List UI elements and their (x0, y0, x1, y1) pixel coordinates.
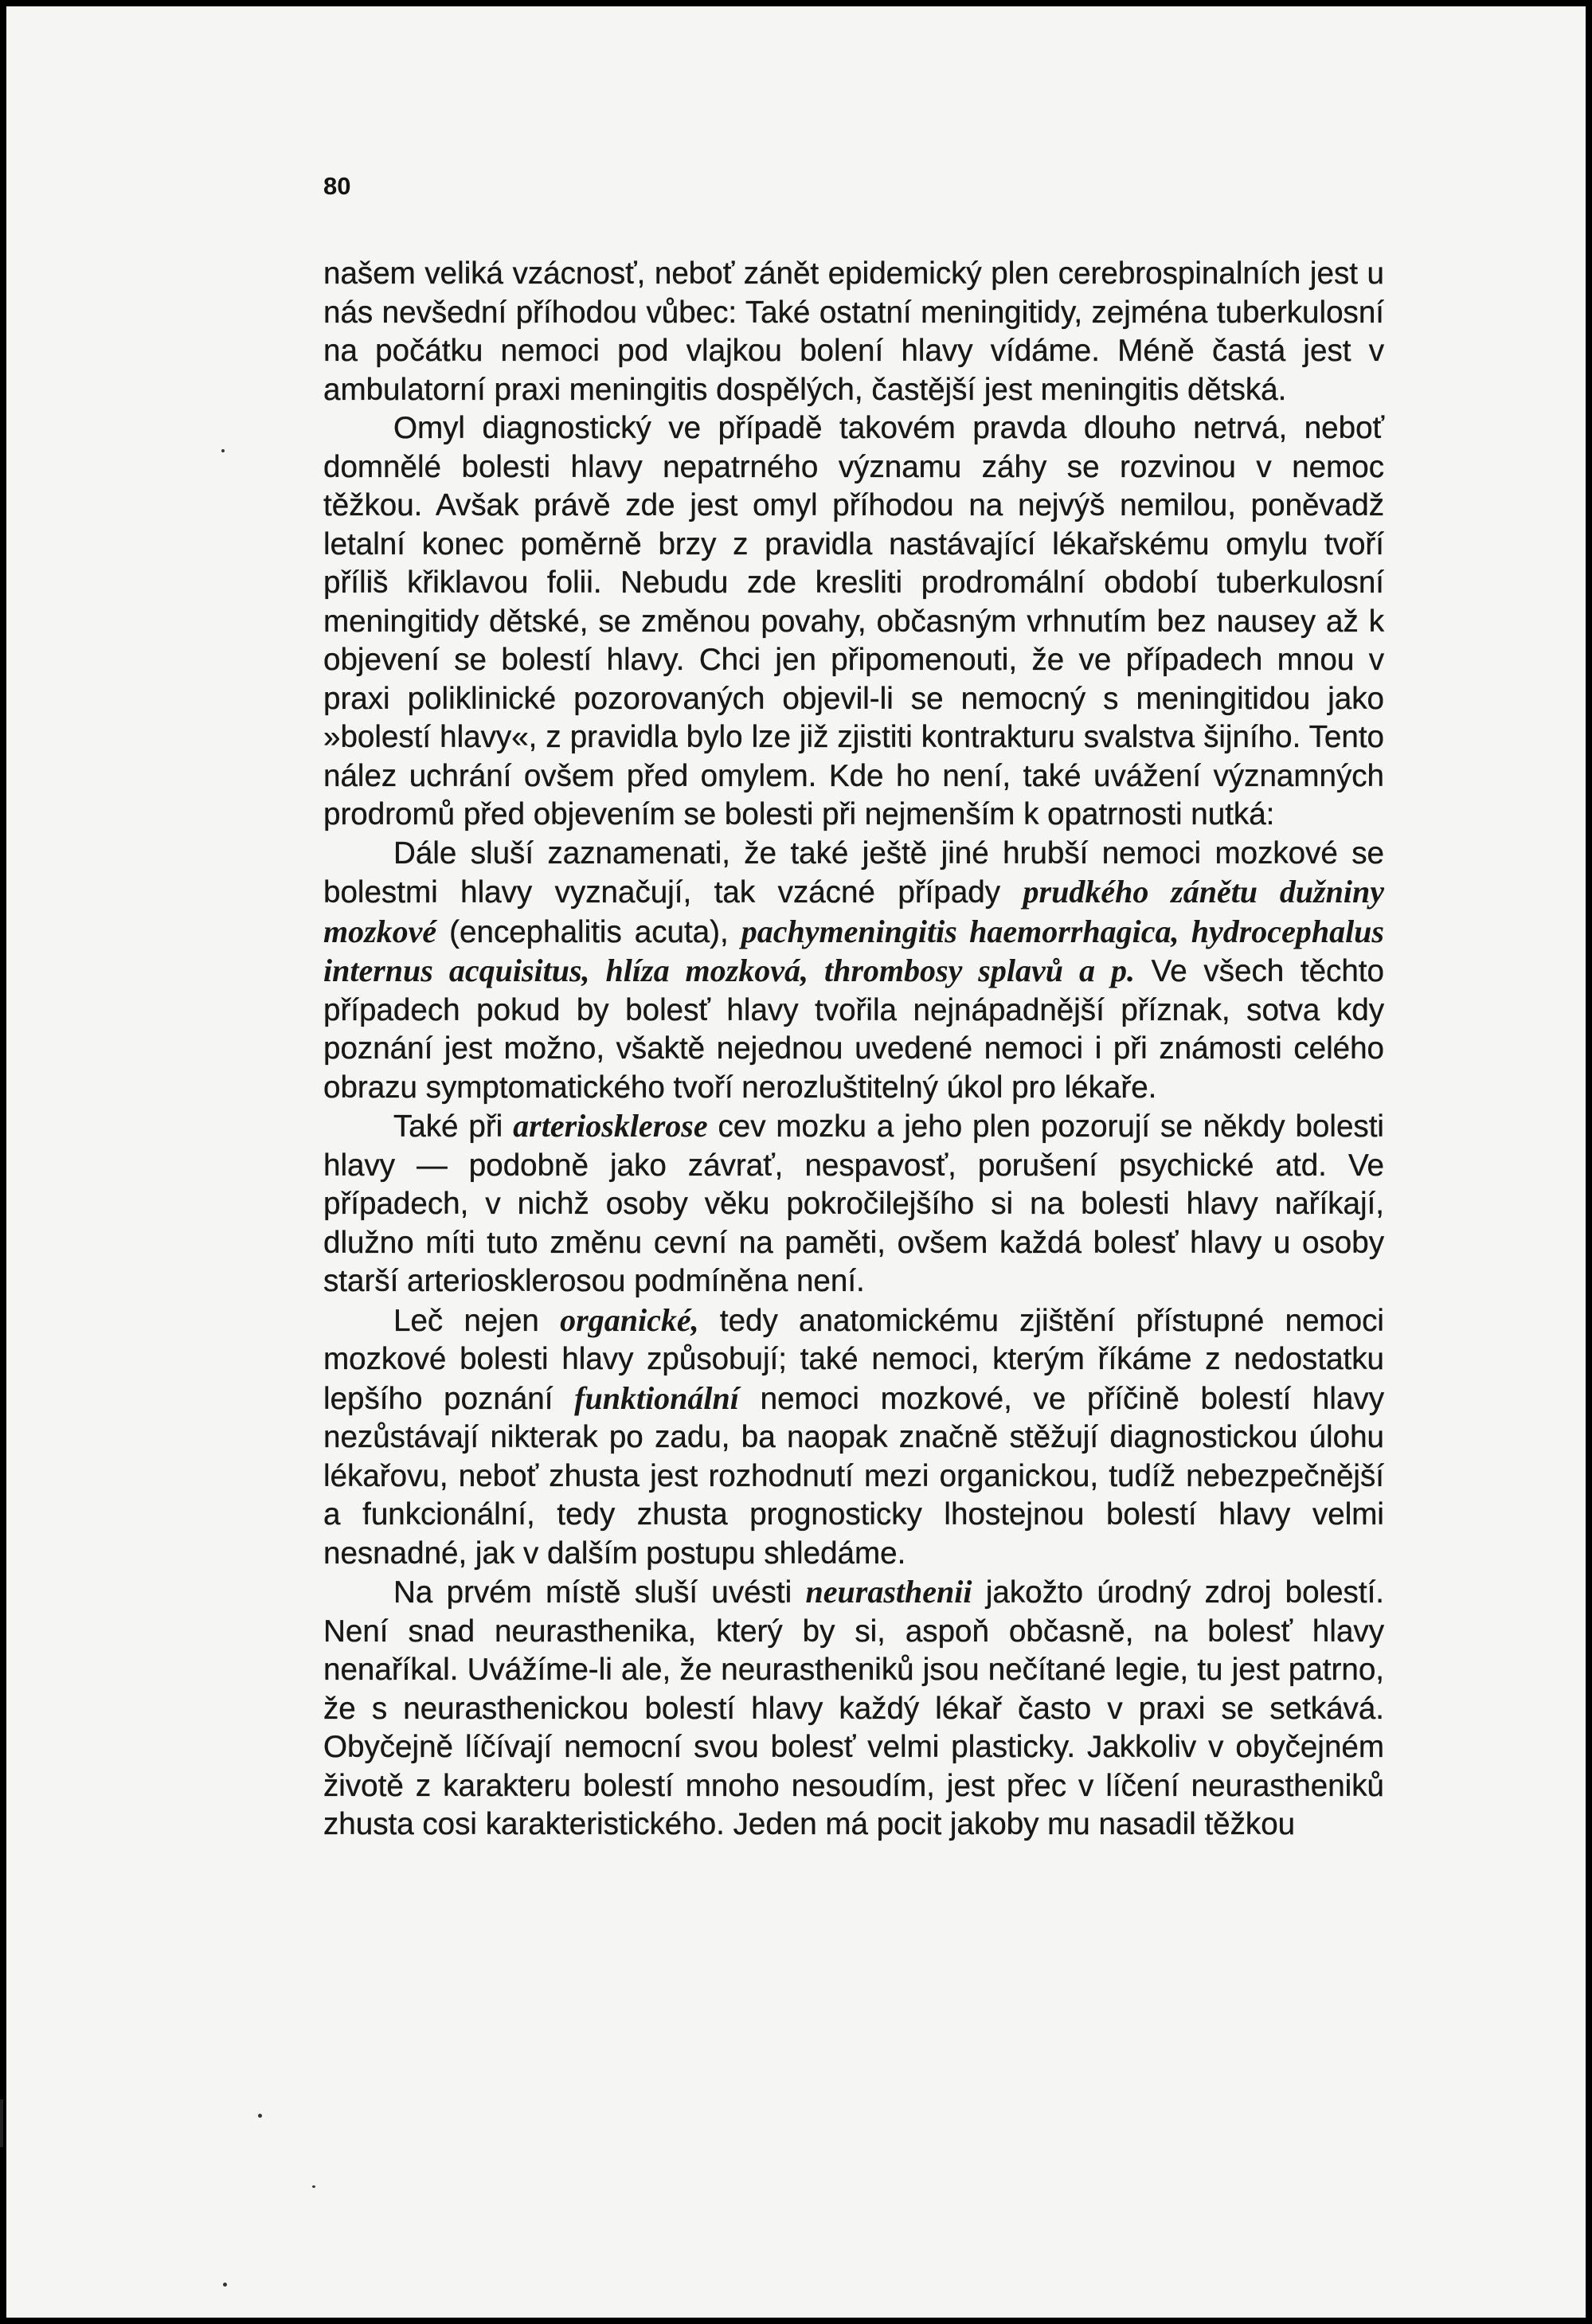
scan-speck (221, 449, 225, 452)
scan-edge-mark (0, 2099, 3, 2147)
paragraph (323, 1573, 1384, 1845)
text-run: Dále sluší zaznamenati, že také ještě jiné hrubší nemoci mozkové se bolestmi hlavy vyznačují, tak vzácné případy (323, 835, 1384, 910)
italic-term: arteriosklerose (513, 1108, 708, 1144)
text-run: tedy anatomickému zjištění přístupné nemoci mozkové bolesti hlavy způsobují; také nemoci, kterým říkáme z nedostatku lepšího poznání (323, 1303, 1384, 1416)
text-run: Také při (393, 1109, 514, 1144)
paragraph (323, 1301, 1384, 1574)
paragraph (323, 1107, 1384, 1301)
text-run: Na prvém místě sluší uvésti (393, 1575, 806, 1610)
body-text (323, 255, 1384, 1845)
scan-speck (223, 2283, 227, 2287)
text-run: Ve všech těchto případech pokud by bolesť hlavy tvořila nejnápadnější příznak, sotva kdy poznání jest možno, všaktě nejednou uvedené nemoci i při známosti celého obrazu symptomatického tvoří nerozluštitelný úkol pro lékaře. (323, 954, 1384, 1105)
italic-term: prudkého zánětu dužniny mozkové (323, 874, 1384, 949)
text-run: našem veliká vzácnosť, neboť zánět epidemický plen cerebrospinalních jest u nás nevšední příhodou vůbec: Také ostatní meningitidy, zejména tuberkulosní na počátku nemoci pod vlajkou bolení hlavy vídáme. Méně častá jest v ambulatorní praxi meningitis dospělých, častější jest meningitis dětská. (323, 256, 1384, 407)
scanned-page (6, 6, 1586, 2318)
text-run: Leč nejen (393, 1303, 561, 1338)
text-run: Omyl diagnostický ve případě takovém pravda dlouho netrvá, neboť domnělé bolesti hlavy nepatrného významu záhy se rozvinou v nemoc těžkou. Avšak právě zde jest omyl příhodou na nejvýš nemilou, poněvadž letalní konec poměrně brzy z pravidla nastávající lékařskému omylu tvoří příliš křiklavou folii. Nebudu zde kresliti prodromální období tuberkulosní meningitidy dětské, se změnou povahy, občasným vrhnutím bez nausey až k objevení se bolestí hlavy. Chci jen připomenouti, že ve případech mnou v praxi poliklinické pozorovaných objevil-li se nemocný s meningitidou jako »bolestí hlavy«, z pravidla bylo lze již zjistiti kontrakturu svalstva šijního. Tento nález uchrání ovšem před omylem. Kde ho není, také uvážení významných prodromů před objevením se bolesti při nejmenším k opatrnosti nutká: (323, 411, 1384, 831)
italic-term: neurasthenii (805, 1574, 972, 1610)
italic-term: pachymeningitis haemorrhagica, hydrocephalus internus acquisitus, hlíza mozková, thrombosy splavů a p. (323, 913, 1384, 988)
text-run: nemoci mozkové, ve příčině bolestí hlavy nezůstávají nikterak po zadu, ba naopak značně stěžují diagnostickou úlohu lékařovu, neboť zhusta jest rozhodnutí mezi organickou, tudíž nebezpečnější a funkcionální, tedy zhusta prognosticky lhostejnou bolestí hlavy velmi nesnadné, jak v dalším postupu shledáme. (323, 1381, 1384, 1571)
paragraph (323, 835, 1384, 1108)
scan-speck (312, 2185, 315, 2188)
page-number: 80 (323, 172, 351, 200)
paragraph (323, 255, 1384, 409)
text-run: cev mozku a jeho plen pozorují se někdy bolesti hlavy — podobně jako závrať, nespavosť, porušení psychické atd. Ve případech, v nichž osoby věku pokročilejšího si na bolesti hlavy naříkají, dlužno míti tuto změnu cevní na paměti, ovšem každá bolesť hlavy u osoby starší arteriosklerosou podmíněna není. (323, 1109, 1384, 1298)
scan-speck (258, 2114, 262, 2118)
italic-term: organické, (560, 1301, 699, 1338)
text-run: jakožto úrodný zdroj bolestí. Není snad neurasthenika, který by si, aspoň občasně, na bolesť hlavy nenaříkal. Uvážíme-li ale, že neurastheniků jsou nečítané legie, tu jest patrno, že s neurasthenickou bolestí hlavy každý lékař často v praxi se setkává. Obyčejně líčívají nemocní svou bolesť velmi plasticky. Jakkoliv v obyčejném životě z karakteru bolestí mnoho nesoudím, jest přec v líčení neurastheniků zhusta cosi karakteristického. Jeden má pocit jakoby mu nasadil těžkou (323, 1575, 1385, 1841)
paragraph (323, 409, 1384, 835)
italic-term: funktionální (574, 1379, 739, 1416)
text-run: (encephalitis acuta), (436, 914, 741, 949)
